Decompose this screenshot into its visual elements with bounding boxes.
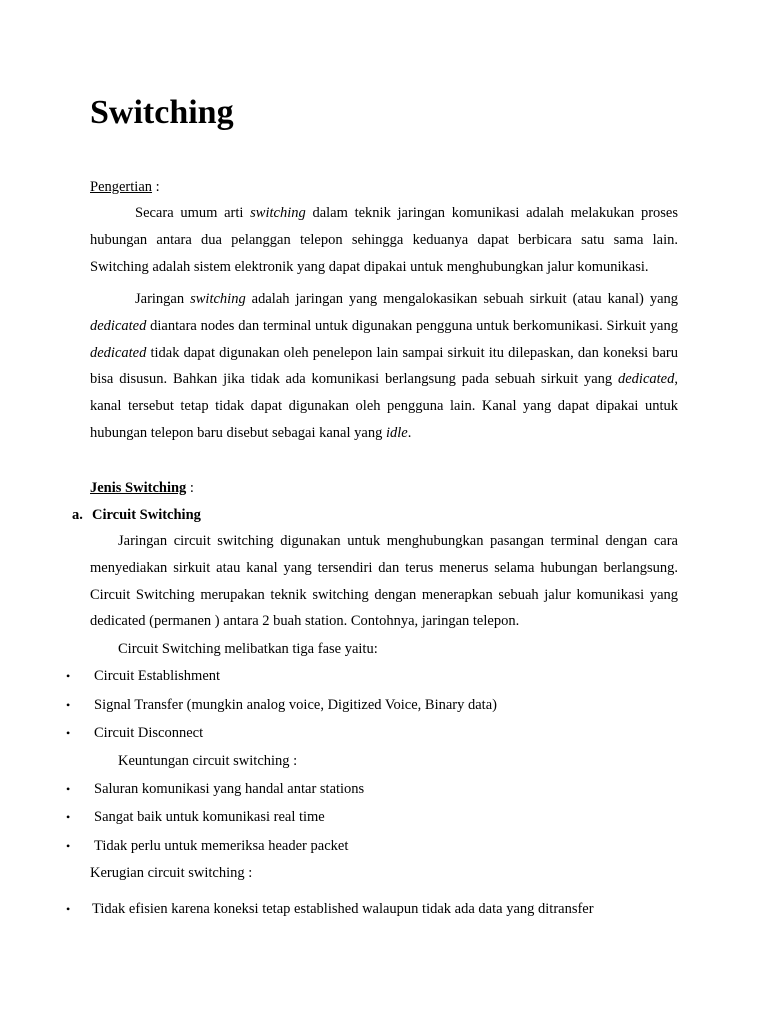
- subsection-heading-circuit-switching: [72, 506, 201, 524]
- para2-emphasis-dedicated-2: dedicated: [90, 344, 147, 361]
- phase-text: Circuit Establishment: [94, 668, 221, 684]
- para2-text-3: diantara nodes dan terminal untuk digunakan pengguna untuk berkomunikasi. Sirkuit yang: [146, 317, 678, 334]
- subsection-title: Circuit Switching: [92, 507, 201, 523]
- phases-intro: Circuit Switching melibatkan tiga fase yaitu:: [118, 641, 378, 657]
- para2-text-5: , kanal tersebut tetap tidak dapat digunakan oleh pengguna lain. Kanal yang dapat dipakai untuk hubungan telepon baru disebut sebagai kanal yang: [90, 371, 678, 441]
- advantages-intro: Keuntungan circuit switching :: [118, 753, 298, 769]
- bullet-icon: •: [66, 839, 71, 853]
- para1-text-1: Secara umum arti: [135, 205, 251, 221]
- para2-text-1: Jaringan: [135, 291, 191, 307]
- disadvantage-text: Tidak efisien karena koneksi tetap established walaupun tidak ada data yang ditransfer: [92, 901, 594, 917]
- phase-item: [66, 667, 220, 685]
- pengertian-paragraph-2: [90, 286, 678, 447]
- pengertian-paragraph-1: [90, 200, 678, 280]
- section-heading-jenis-switching: [90, 479, 194, 497]
- para2-emphasis-switching: switching: [190, 291, 246, 307]
- phase-text: Signal Transfer (mungkin analog voice, Digitized Voice, Binary data): [94, 697, 497, 713]
- subsection-marker: a.: [72, 507, 83, 523]
- para1-text-2: dalam teknik jaringan komunikasi adalah melakukan proses hubungan antara dua pelanggan telepon sehingga keduanya dapat berbicara satu sama lain. Switching adalah sistem elektronik yang dapat dipakai untuk menghubungkan jalur komunikasi.: [90, 205, 679, 275]
- para1-emphasis-switching: switching: [250, 205, 306, 221]
- para2-text-2: adalah jaringan yang mengalokasikan sebuah sirkuit (atau kanal) yang: [245, 291, 678, 307]
- para2-emphasis-dedicated-1: dedicated: [90, 317, 147, 334]
- bullet-icon: •: [66, 669, 71, 683]
- jenis-colon: :: [186, 480, 194, 496]
- para2-emphasis-dedicated-3: dedicated: [618, 371, 675, 388]
- pengertian-heading-text: Pengertian: [90, 179, 153, 195]
- para2-text-4: tidak dapat digunakan oleh penelepon lain sampai sirkuit itu dilepaskan, dan koneksi baru bisa disusun. Bahkan jika tidak ada komunikasi berlangsung pada sebuah sirkuit yang: [90, 344, 678, 388]
- bullet-icon: •: [66, 902, 71, 916]
- bullet-icon: •: [66, 698, 71, 712]
- bullet-icon: •: [66, 782, 71, 796]
- disadvantages-intro: Kerugian circuit switching :: [90, 865, 253, 881]
- advantage-text: Sangat baik untuk komunikasi real time: [94, 809, 325, 825]
- circuit-switching-paragraph: Jaringan circuit switching digunakan untuk menghubungkan pasangan terminal dengan cara menyediakan sirkuit atau kanal yang tersendiri dan terus menerus selama hubungan berlangsung. Circuit Switching merupakan teknik switching dengan menerapkan sebuah jalur komunikasi yang dedicated (permanen ) antara 2 buah station. Contohnya, jaringan telepon.: [90, 533, 678, 630]
- para2-text-6: .: [407, 424, 412, 441]
- jenis-heading-text: Jenis Switching: [90, 480, 187, 496]
- advantage-item: [66, 837, 348, 855]
- advantage-item: [66, 780, 364, 798]
- section-heading-pengertian: [90, 178, 160, 196]
- bullet-icon: •: [66, 726, 71, 740]
- phase-item: [66, 724, 203, 742]
- phase-item: [66, 696, 497, 714]
- page-title: Switching: [90, 94, 234, 131]
- disadvantage-item: [66, 900, 594, 918]
- advantage-text: Saluran komunikasi yang handal antar stations: [94, 781, 365, 797]
- phase-text: Circuit Disconnect: [94, 725, 204, 741]
- advantage-text: Tidak perlu untuk memeriksa header packet: [94, 838, 349, 854]
- bullet-icon: •: [66, 810, 71, 824]
- advantage-item: [66, 808, 325, 826]
- pengertian-colon: :: [152, 179, 160, 195]
- para2-emphasis-idle: idle: [385, 424, 408, 441]
